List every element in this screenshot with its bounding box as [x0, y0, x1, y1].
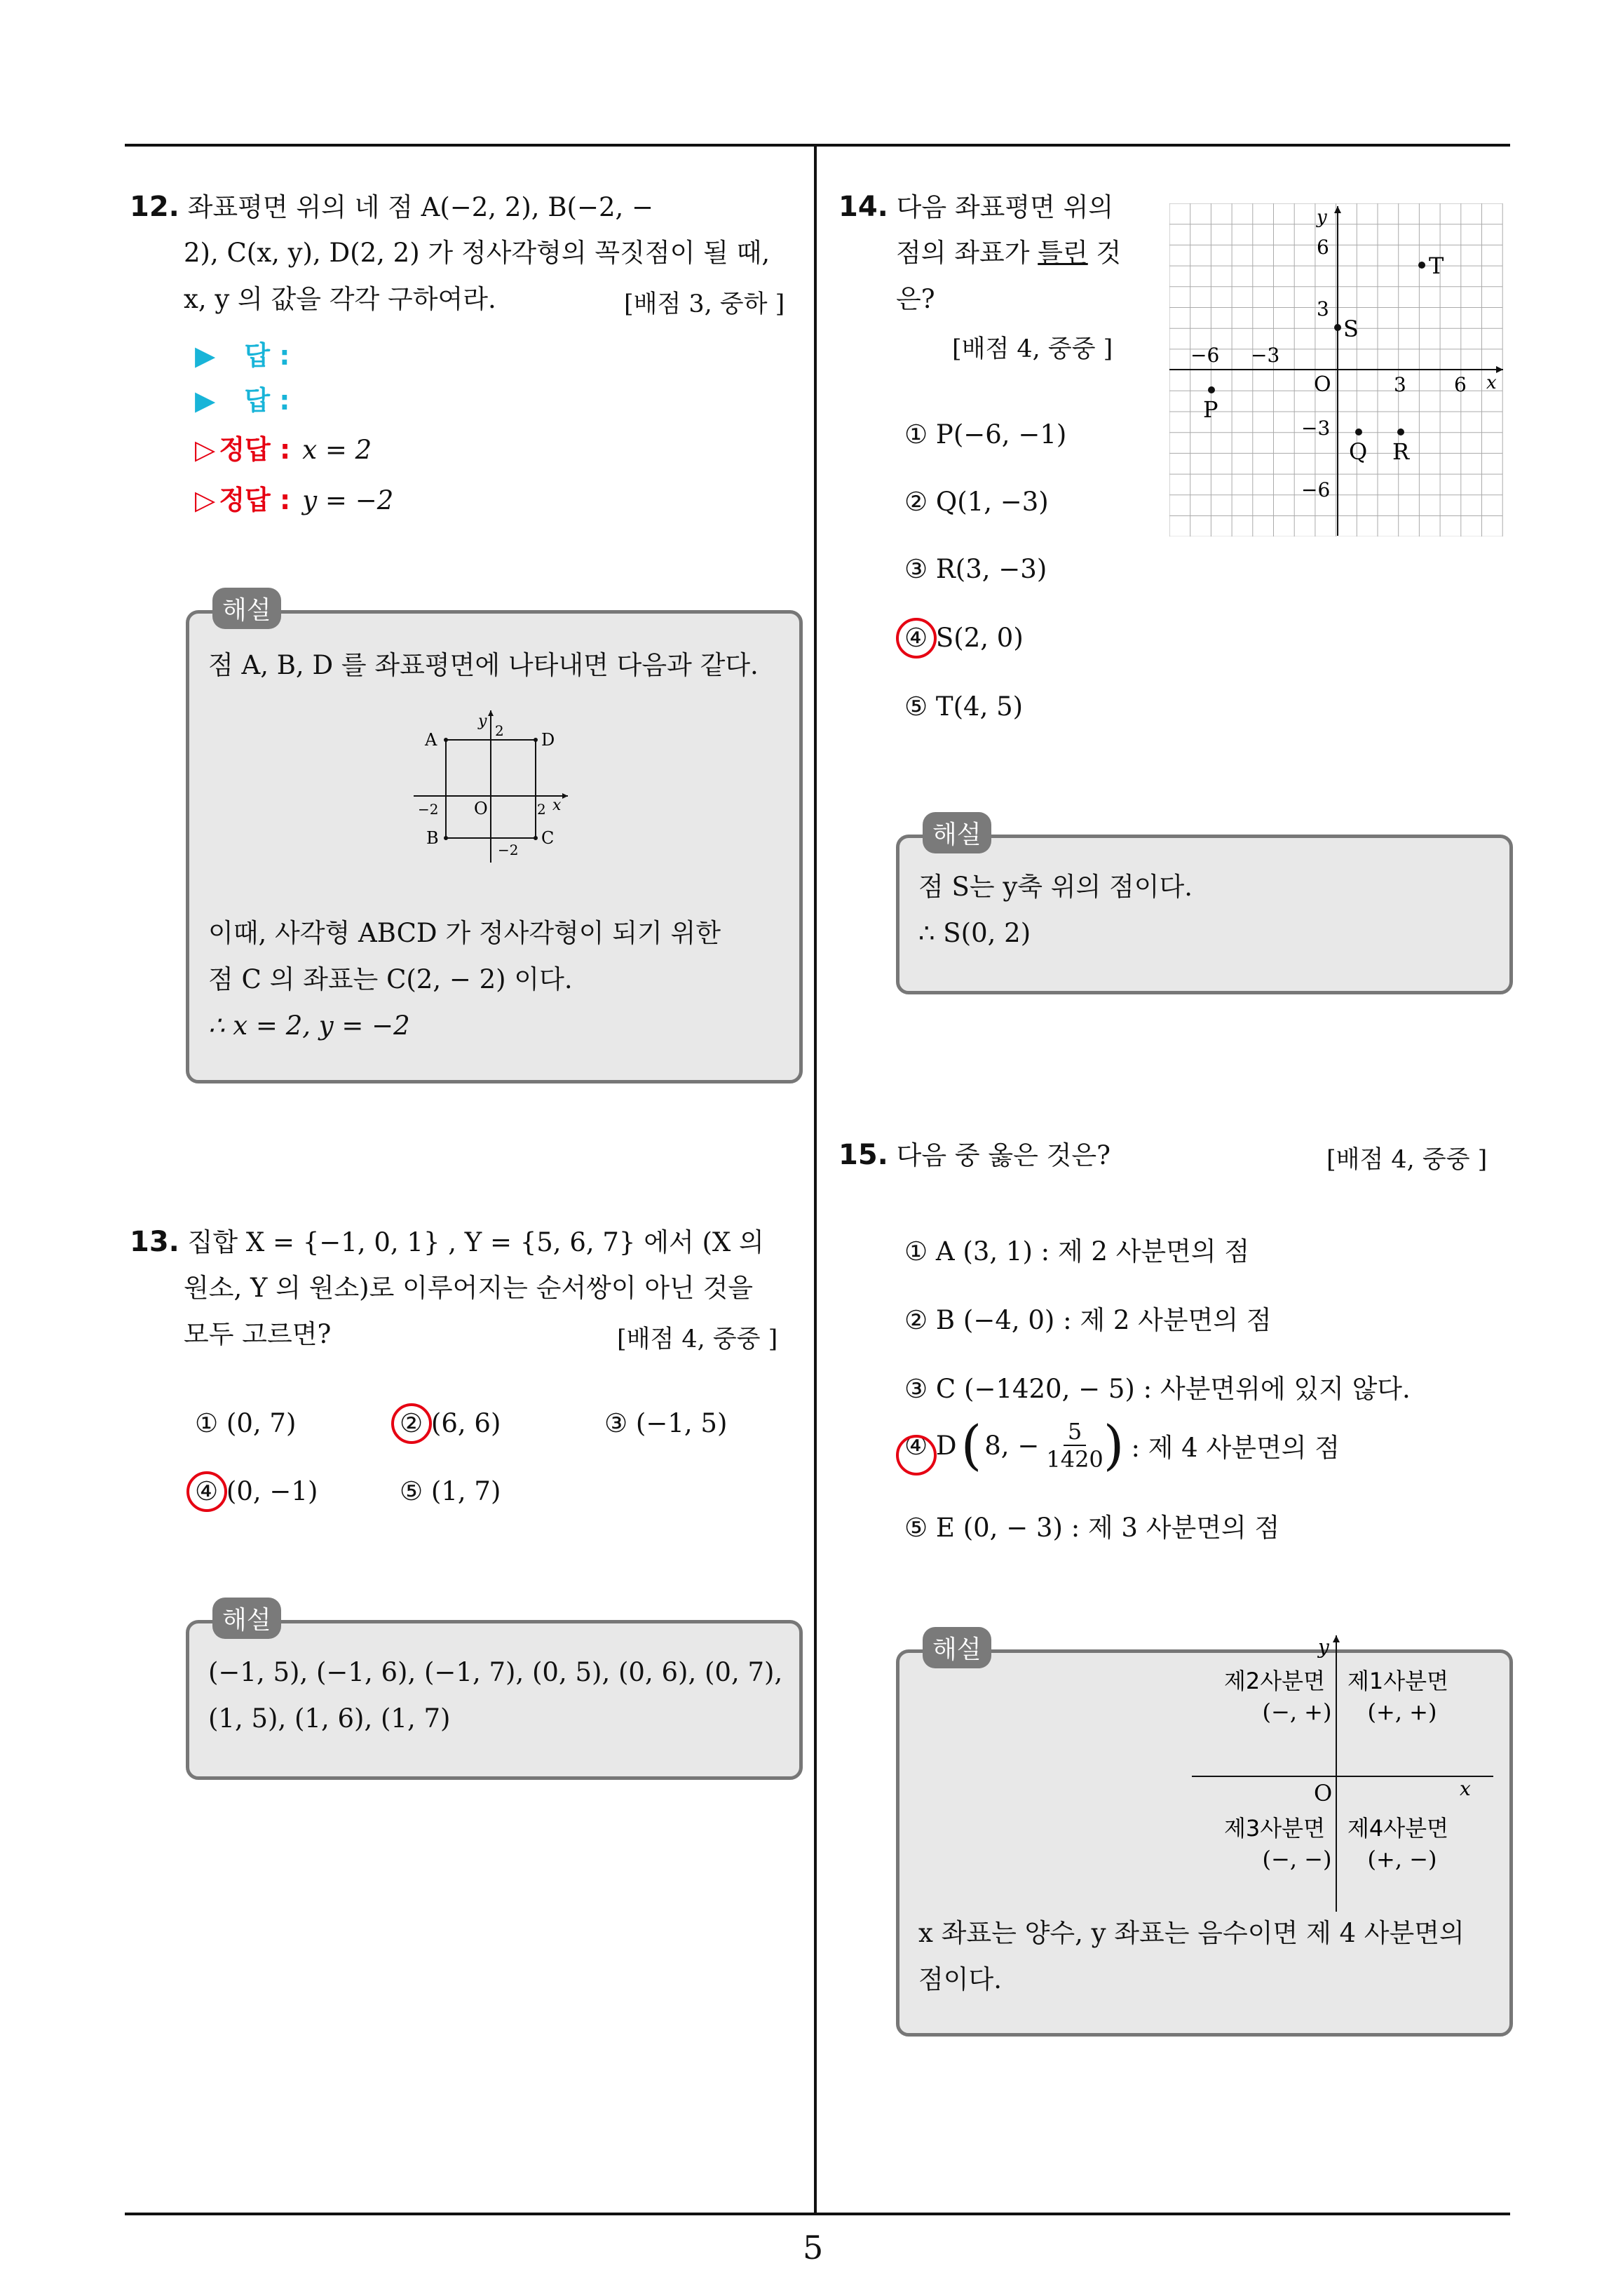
graph-tick-ym6: −6 — [1301, 478, 1331, 501]
play-icon: ▶ — [195, 340, 216, 371]
q14-option-2[interactable]: ② Q(1, −3) — [904, 487, 1049, 517]
q14-coordinate-graph — [1169, 203, 1506, 536]
fig-label-d: D — [541, 730, 555, 750]
point-r — [1397, 428, 1404, 435]
quad4-label: 제4사분면 — [1347, 1815, 1449, 1842]
q14-line2c: 것 — [1087, 238, 1122, 268]
q15-option-4[interactable] — [904, 1414, 1340, 1476]
q15-expl-line1: x 좌표는 양수, y 좌표는 음수이면 제 4 사분면의 — [918, 1918, 1465, 1948]
play-icon: ▶ — [195, 385, 216, 416]
q14-line2a: 점의 좌표가 — [896, 238, 1038, 268]
graph-tick-y3: 3 — [1317, 297, 1329, 320]
fig-tick-m2y: −2 — [498, 842, 519, 858]
q13-line3: 모두 고르면? — [184, 1319, 332, 1349]
point-q-label: Q — [1349, 438, 1368, 465]
point-r-label: R — [1392, 438, 1410, 465]
quad2-sign: (−, +) — [1262, 1699, 1332, 1725]
q14-explanation-tag: 해설 — [923, 812, 991, 853]
q15-block — [838, 1132, 1111, 1179]
q13-block — [130, 1219, 803, 1266]
q12-meta: [배점 3, 중하 ] — [624, 290, 785, 318]
q14-option-1[interactable]: ① P(−6, −1) — [904, 419, 1067, 450]
q15-option-3[interactable]: ③ C (−1420, − 5) : 사분면위에 있지 않다. — [904, 1374, 1411, 1404]
q14-block — [838, 184, 1113, 231]
page-number: 5 — [803, 2229, 824, 2267]
quad2-label: 제2사분면 — [1223, 1668, 1325, 1694]
q15-option-5[interactable]: ⑤ E (0, − 3) : 제 3 사분면의 점 — [904, 1513, 1280, 1543]
q13-option-4[interactable]: ④ (0, −1) — [195, 1476, 318, 1506]
q12-expl-line4: ∴ x = 2, y = −2 — [208, 1011, 410, 1041]
q13-number: 13. — [130, 1226, 179, 1258]
fig-label-a: A — [425, 730, 437, 750]
q14-meta: [배점 4, 중중 ] — [952, 335, 1113, 363]
q14-line1: 다음 좌표평면 위의 — [896, 192, 1114, 222]
graph-tick-xm6: −6 — [1190, 344, 1220, 367]
q12-expl-line2: 이때, 사각형 ABCD 가 정사각형이 되기 위한 — [208, 918, 721, 948]
quad1-sign: (+, +) — [1367, 1699, 1437, 1725]
quad4-sign: (+, −) — [1367, 1846, 1437, 1872]
q13-option-2[interactable]: ② (6, 6) — [400, 1408, 501, 1438]
correct-label: 정답 : — [219, 485, 291, 515]
q12-answer-row-1[interactable] — [195, 334, 290, 372]
point-s-label: S — [1343, 316, 1359, 342]
graph-y-label: y — [1317, 207, 1327, 228]
q15-option-1[interactable]: ① A (3, 1) : 제 2 사분면의 점 — [904, 1236, 1250, 1267]
graph-tick-xm3: −3 — [1251, 344, 1280, 367]
outline-play-icon: ▷ — [195, 434, 216, 465]
q14-wrong-word: 틀린 — [1038, 238, 1088, 268]
q15-option-4-value: 8, − — [984, 1430, 1040, 1461]
q12-correct-row-1 — [195, 428, 372, 466]
point-s — [1334, 324, 1341, 331]
q12-explanation-tag: 해설 — [212, 588, 281, 629]
fraction-numerator: 5 — [1064, 1418, 1086, 1446]
point-t — [1418, 262, 1425, 269]
q13-explanation-tag: 해설 — [212, 1598, 281, 1639]
q12-correct-x: x = 2 — [302, 435, 372, 465]
quad-x-label: x — [1460, 1777, 1471, 1800]
open-paren: ( — [960, 1414, 982, 1476]
quad1-label: 제1사분면 — [1347, 1668, 1449, 1694]
top-rule — [125, 144, 1510, 147]
answer-label: 답 : — [244, 385, 290, 416]
fig-label-y: y — [478, 713, 487, 730]
point-p — [1208, 386, 1215, 393]
point-q — [1355, 428, 1362, 435]
q12-line1: 좌표평면 위의 네 점 A(−2, 2), B(−2, − — [187, 192, 654, 222]
graph-tick-x3: 3 — [1394, 373, 1406, 396]
q15-number: 15. — [838, 1139, 888, 1171]
close-paren: ) — [1103, 1414, 1125, 1476]
fig-label-x: x — [552, 797, 562, 814]
q12-expl-line1: 점 A, B, D 를 좌표평면에 나타내면 다음과 같다. — [208, 650, 759, 680]
point-p-label: P — [1203, 396, 1218, 423]
q15-expl-line2: 점이다. — [918, 1964, 1002, 1994]
q15-option-4-tail: : 제 4 사분면의 점 — [1131, 1433, 1340, 1463]
quad-y-label: y — [1318, 1635, 1329, 1659]
graph-tick-x6: 6 — [1454, 373, 1467, 396]
q12-expl-line3: 점 C 의 좌표는 C(2, − 2) 이다. — [208, 964, 573, 994]
q15-mark-circle-4 — [896, 1435, 937, 1475]
fig-tick-2y: 2 — [495, 722, 504, 739]
q13-meta: [배점 4, 중중 ] — [617, 1325, 778, 1353]
quad3-sign: (−, −) — [1262, 1846, 1332, 1872]
q13-expl-line1: (−1, 5), (−1, 6), (−1, 7), (0, 5), (0, 6), (0, 7), — [208, 1657, 783, 1687]
q13-line2: 원소, Y 의 원소)로 이루어지는 순서쌍이 아닌 것을 — [184, 1273, 754, 1303]
q13-expl-line2: (1, 5), (1, 6), (1, 7) — [208, 1703, 451, 1734]
q12-line2: 2), C(x, y), D(2, 2) 가 정사각형의 꼭짓점이 될 때, — [184, 238, 770, 268]
q14-expl-line1: 점 S는 y축 위의 점이다. — [918, 872, 1193, 902]
fraction-denominator: 1420 — [1046, 1446, 1103, 1473]
q13-option-5[interactable]: ⑤ (1, 7) — [400, 1476, 501, 1506]
q12-square-figure — [407, 705, 575, 866]
point-t-label: T — [1429, 252, 1444, 279]
fraction — [1046, 1418, 1103, 1473]
q15-quadrant-diagram — [1192, 1633, 1493, 1913]
graph-origin: O — [1314, 372, 1331, 397]
q12-line3: x, y 의 값을 각각 구하여라. — [184, 284, 496, 314]
q12-correct-y: y = −2 — [302, 485, 394, 515]
fig-tick-2x: 2 — [537, 801, 546, 818]
q14-option-5[interactable]: ⑤ T(4, 5) — [904, 691, 1024, 722]
bottom-rule — [125, 2213, 1510, 2215]
q12-block — [130, 184, 803, 231]
q13-line1: 집합 X = {−1, 0, 1} , Y = {5, 6, 7} 에서 (X 의 — [187, 1227, 764, 1257]
outline-play-icon: ▷ — [195, 485, 216, 515]
q15-line1: 다음 중 옳은 것은? — [896, 1140, 1111, 1170]
q14-option-4[interactable]: ④ S(2, 0) — [904, 623, 1024, 653]
graph-tick-ym3: −3 — [1301, 417, 1331, 440]
q13-mark-circle-4 — [186, 1471, 227, 1512]
q13-option-3[interactable]: ③ (−1, 5) — [604, 1408, 728, 1438]
q12-correct-row-2 — [195, 478, 393, 517]
q13-option-1[interactable]: ① (0, 7) — [195, 1408, 297, 1438]
q12-answer-row-2[interactable] — [195, 379, 290, 417]
q15-meta: [배점 4, 중중 ] — [1326, 1146, 1488, 1174]
q14-expl-line2: ∴ S(0, 2) — [918, 918, 1031, 948]
quad-origin: O — [1314, 1780, 1333, 1807]
correct-label: 정답 : — [219, 434, 291, 465]
q15-explanation-tag: 해설 — [923, 1627, 991, 1668]
q15-option-2[interactable]: ② B (−4, 0) : 제 2 사분면의 점 — [904, 1305, 1272, 1335]
quad3-label: 제3사분면 — [1223, 1815, 1325, 1842]
fig-label-c: C — [541, 828, 555, 848]
q14-number: 14. — [838, 191, 888, 223]
fig-label-o: O — [474, 799, 488, 818]
graph-tick-y6: 6 — [1317, 236, 1329, 259]
column-divider — [814, 144, 817, 2214]
q14-mark-circle-4 — [896, 618, 937, 659]
q14-option-3[interactable]: ③ R(3, −3) — [904, 554, 1047, 584]
q15-option-4-label: ④ D — [904, 1430, 957, 1461]
fig-tick-m2x: −2 — [418, 801, 439, 818]
answer-label: 답 : — [244, 340, 290, 371]
q12-number: 12. — [130, 191, 179, 223]
q13-mark-circle-2 — [391, 1403, 432, 1444]
q14-line3: 은? — [896, 284, 935, 314]
graph-x-label: x — [1486, 372, 1497, 393]
q14-line2 — [896, 230, 1121, 276]
fig-label-b: B — [426, 828, 439, 848]
